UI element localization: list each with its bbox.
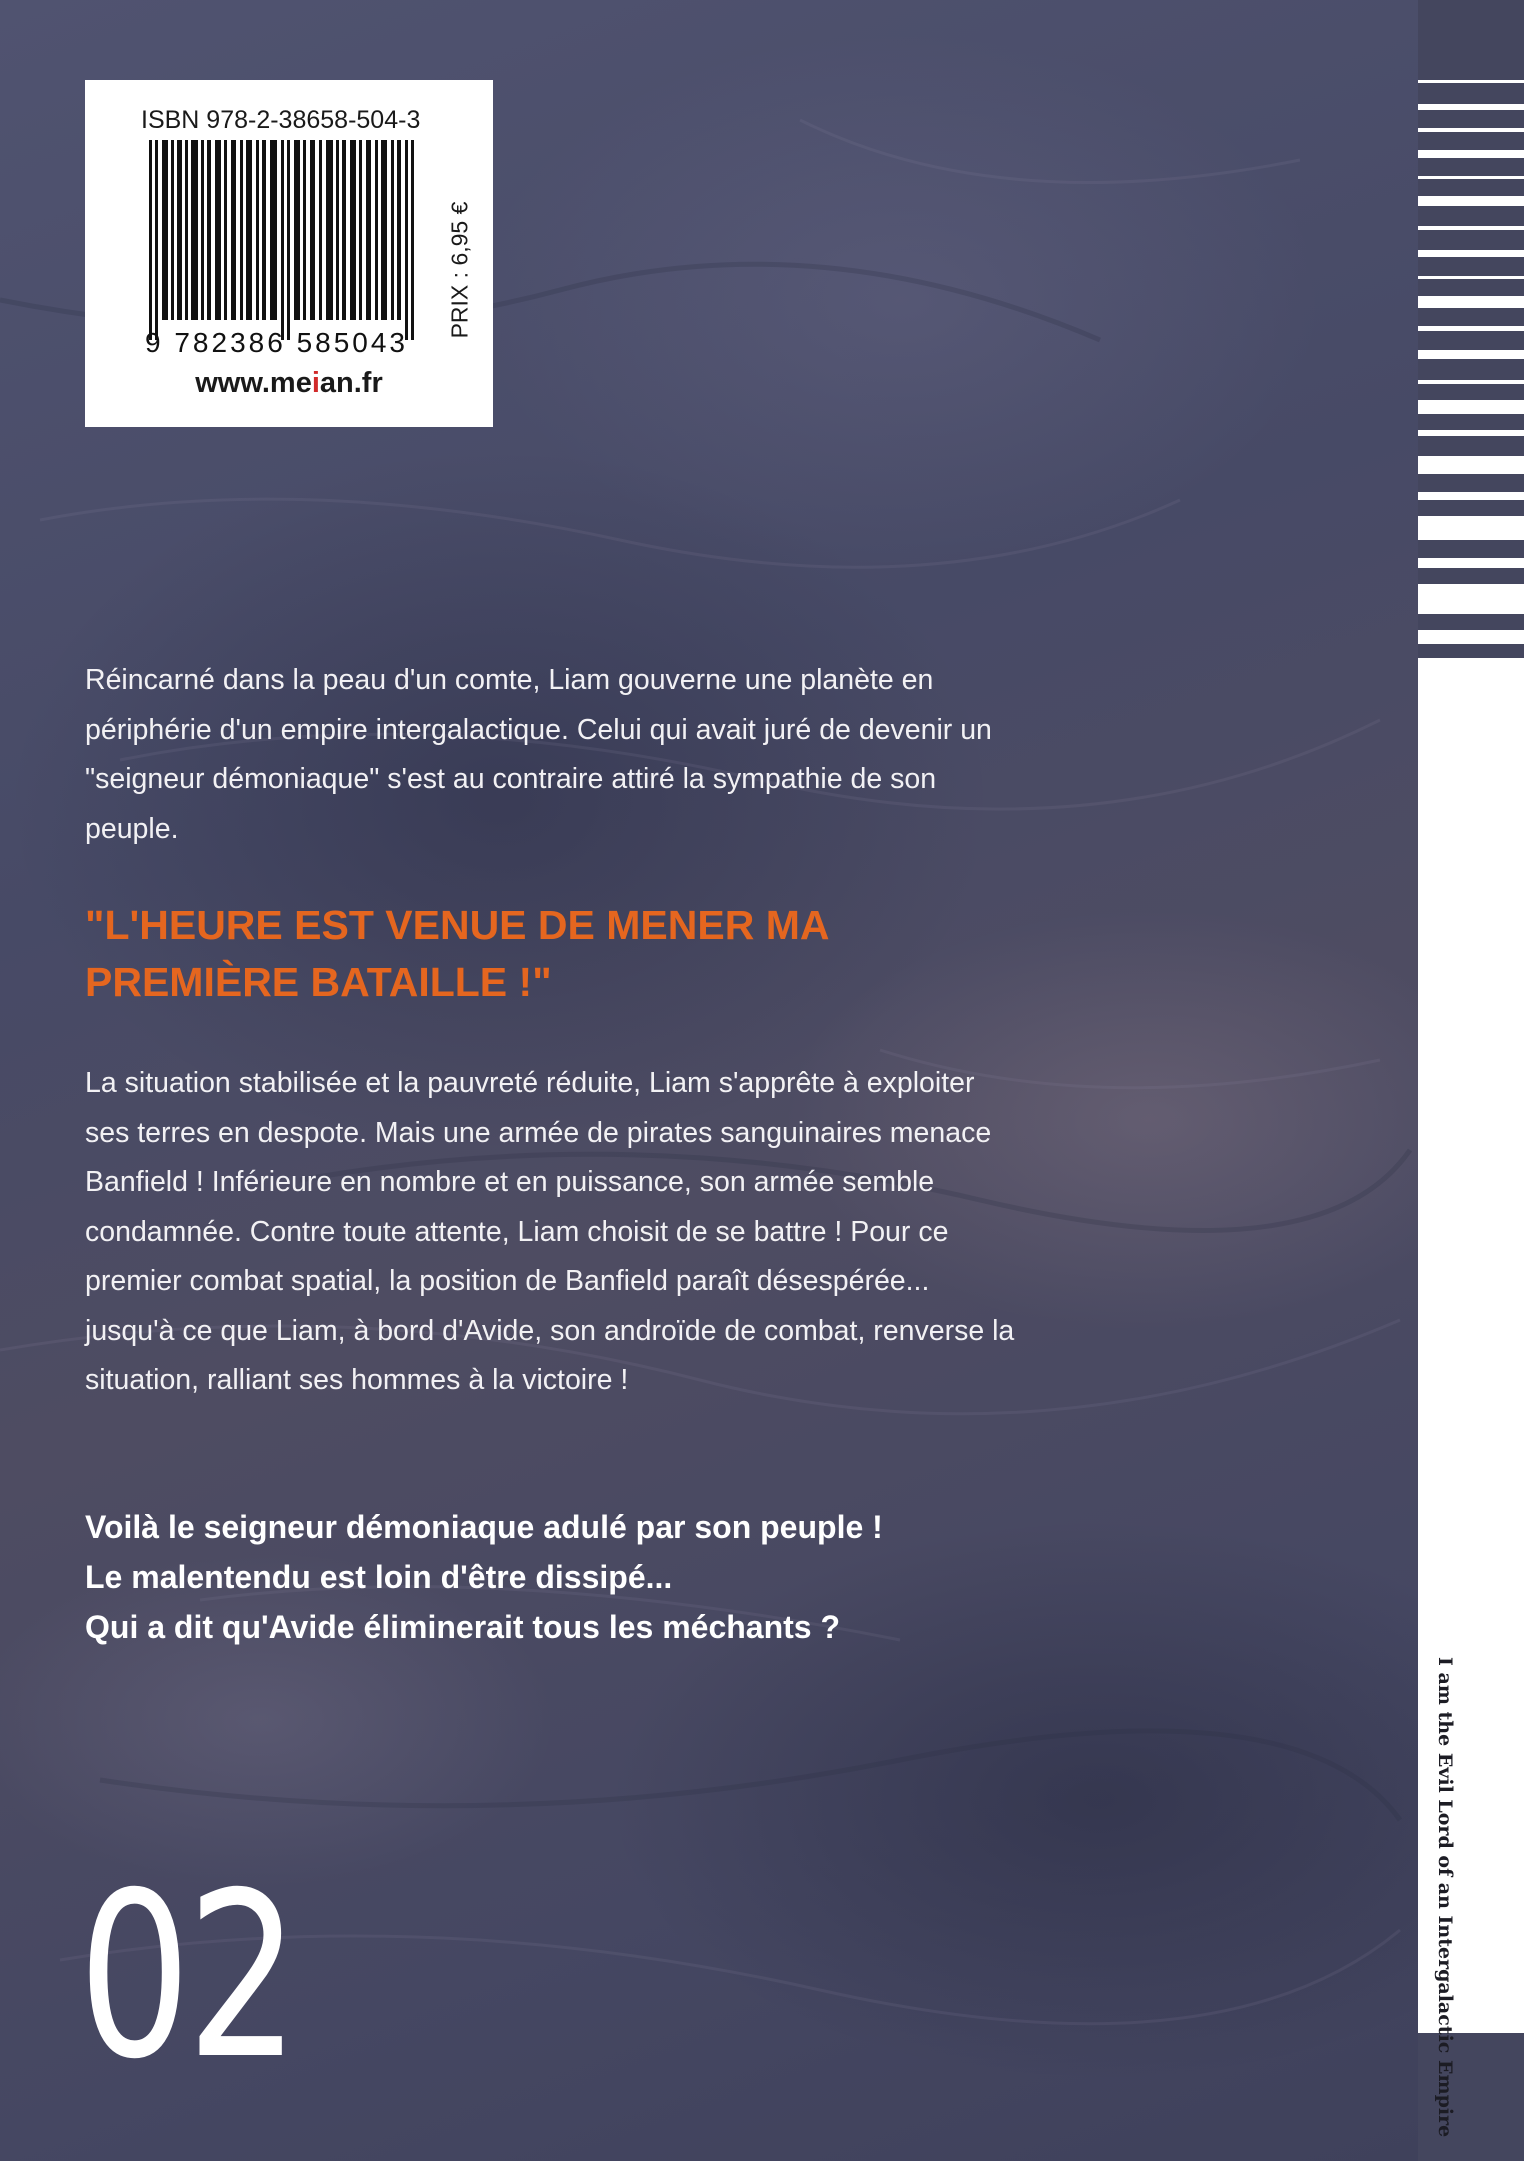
price-label: PRIX : 6,95 €: [446, 201, 473, 339]
quote-heading: "L'HEURE EST VENUE DE MENER MA PREMIÈRE BATAILLE !": [85, 902, 828, 1005]
tagline-line: Qui a dit qu'Avide éliminerait tous les méchants ?: [85, 1609, 841, 1645]
website-prefix: www.me: [195, 367, 312, 399]
spine-title: I am the Evil Lord of an Intergalactic Empire: [1434, 1657, 1456, 2138]
publisher-website: [85, 367, 493, 400]
intro-paragraph: Réincarné dans la peau d'un comte, Liam gouverne une planète en périphérie d'un empire intergalactique. Celui qui avait juré de devenir un "seigneur démoniaque" s'est au contraire attiré la sympathie de son peuple.: [85, 664, 992, 845]
barcode-digits: 9 782386 585043: [145, 327, 408, 355]
website-suffix: an.fr: [319, 367, 383, 399]
barcode: [145, 140, 445, 355]
tagline-line: Voilà le seigneur démoniaque adulé par son peuple !: [85, 1509, 883, 1545]
barcode-box: [85, 80, 493, 427]
volume-number: 02: [78, 1843, 295, 2109]
tagline-line: Le malentendu est loin d'être dissipé...: [85, 1559, 673, 1595]
story-paragraph: La situation stabilisée et la pauvreté réduite, Liam s'apprête à exploiter ses terres en despote. Mais une armée de pirates sanguinaires menace Banfield ! Inférieure en nombre et en puissance, son armée semble condamnée. Contre toute attente, Liam choisit de se battre ! Pour ce premier combat spatial, la position de Banfield paraît désespérée... jusqu'à ce que Liam, à bord d'Avide, son androïde de combat, renverse la situation, ralliant ses hommes à la victoire !: [85, 1067, 1015, 1396]
isbn-label: ISBN 978-2-38658-504-3: [141, 106, 421, 134]
spine-barcode-stripes: [1418, 0, 1524, 686]
tagline: [85, 1502, 1065, 1652]
website-accent: i: [311, 367, 320, 399]
